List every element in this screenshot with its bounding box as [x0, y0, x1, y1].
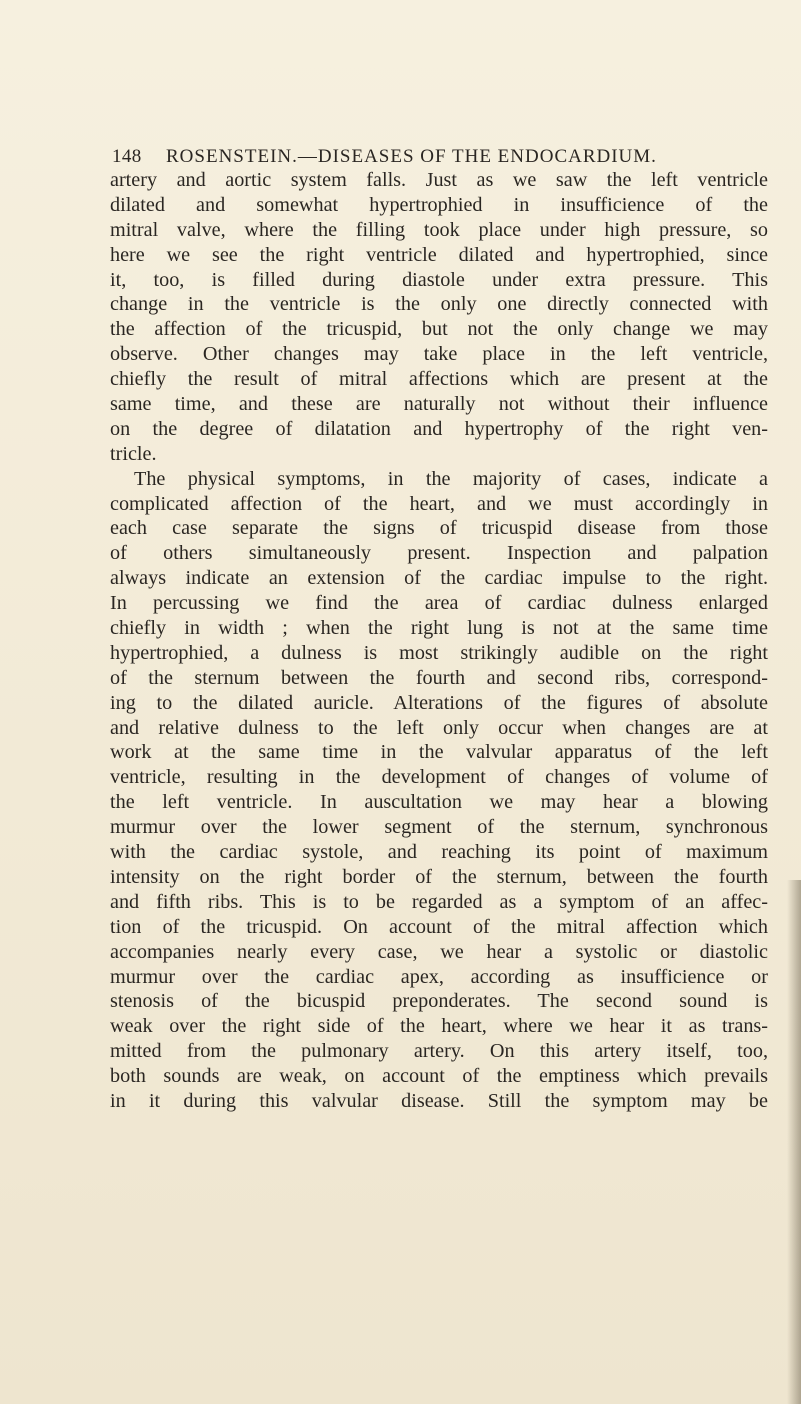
text-line: and fifth ribs. This is to be regarded as a symptom of an affec-	[110, 890, 768, 913]
paragraph-start-line: The physical symptoms, in the majority of cases, indicate a	[134, 467, 768, 490]
body-text	[110, 168, 768, 1114]
page-number: 148	[112, 146, 142, 167]
text-line: of others simultaneously present. Inspection and palpation	[110, 542, 768, 565]
text-line: both sounds are weak, on account of the emptiness which prevails	[110, 1065, 768, 1088]
text-line: artery and aortic system falls. Just as we saw the left ventricle	[110, 169, 768, 191]
text-line: tion of the tricuspid. On account of the mitral affection which	[110, 915, 768, 938]
text-line: In percussing we find the area of cardiac dulness enlarged	[110, 592, 768, 615]
text-line: weak over the right side of the heart, where we hear it as trans-	[110, 1015, 768, 1038]
text-line: same time, and these are naturally not without their influence	[110, 393, 768, 416]
running-head: ROSENSTEIN.—DISEASES OF THE ENDOCARDIUM.	[166, 146, 657, 167]
text-line: hypertrophied, a dulness is most strikingly audible on the right	[110, 641, 768, 664]
text-line: work at the same time in the valvular apparatus of the left	[110, 741, 768, 764]
text-line: chiefly the result of mitral affections which are present at the	[110, 368, 768, 391]
text-line: murmur over the lower segment of the sternum, synchronous	[110, 816, 768, 839]
text-line: here we see the right ventricle dilated and hypertrophied, since	[110, 243, 768, 266]
text-line: in it during this valvular disease. Still the symptom may be	[110, 1089, 768, 1112]
text-line: mitted from the pulmonary artery. On this artery itself, too,	[110, 1040, 768, 1063]
text-line: on the degree of dilatation and hypertrophy of the right ven-	[110, 417, 768, 440]
text-line: intensity on the right border of the sternum, between the fourth	[110, 865, 768, 888]
text-line: each case separate the signs of tricuspid disease from those	[110, 517, 768, 540]
text-line: change in the ventricle is the only one directly connected with	[110, 293, 768, 316]
text-line: tricle.	[110, 442, 157, 465]
text-line: chiefly in width ; when the right lung is not at the same time	[110, 617, 768, 640]
text-line: and relative dulness to the left only occur when changes are at	[110, 716, 768, 739]
text-line: observe. Other changes may take place in the left ventricle,	[110, 343, 768, 366]
text-line: ing to the dilated auricle. Alterations of the figures of absolute	[110, 691, 768, 714]
text-line: accompanies nearly every case, we hear a systolic or diastolic	[110, 940, 768, 963]
text-line: it, too, is filled during diastole under extra pressure. This	[110, 268, 768, 291]
text-line: ventricle, resulting in the development of changes of volume of	[110, 766, 768, 789]
text-line: mitral valve, where the filling took place under high pressure, so	[110, 218, 768, 241]
page-header	[112, 146, 732, 170]
text-line: with the cardiac systole, and reaching its point of maximum	[110, 841, 768, 864]
text-line: of the sternum between the fourth and second ribs, correspond-	[110, 666, 768, 689]
text-line: complicated affection of the heart, and we must accordingly in	[110, 492, 768, 515]
text-line: murmur over the cardiac apex, according as insufficience or	[110, 965, 768, 988]
page-edge-shadow	[787, 880, 801, 1404]
text-line: always indicate an extension of the cardiac impulse to the right.	[110, 567, 768, 590]
text-line: stenosis of the bicuspid preponderates. The second sound is	[110, 990, 768, 1013]
text-line: dilated and somewhat hypertrophied in insufficience of the	[110, 193, 768, 216]
text-line: the affection of the tricuspid, but not the only change we may	[110, 318, 768, 341]
text-line: the left ventricle. In auscultation we may hear a blowing	[110, 791, 768, 814]
